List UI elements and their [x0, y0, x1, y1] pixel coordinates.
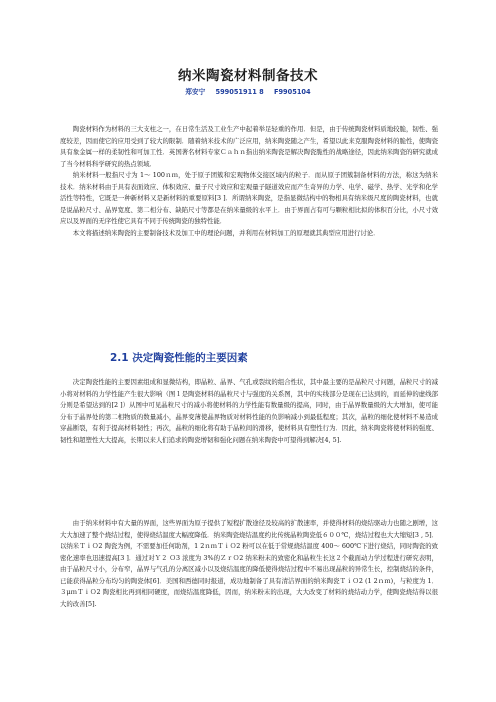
- body-paragraph: 陶瓷材料作为材料的三大支柱之一，在日常生活及工业生产中起着举足轻重的作用．但是，由于传统陶瓷材料质地较脆，韧性、强度较差，因而使它的应用受到了较大的限制．随着纳米技术的广泛应用，纳米陶瓷随之产生，希望以此来克服陶瓷材料的脆性，使陶瓷具有象金属一样的柔韧性和可加工性．英国著名材料专家Ｃａｈｎ指出纳米陶瓷是解决陶瓷脆性的战略途径，因此纳米陶瓷的研究就成了当今材料科学研究的热点领域．: [60, 125, 438, 168]
- author-name: 郑安宁: [185, 88, 206, 96]
- body-paragraph: 由于纳米材料中有大量的界面，这些界面为原子提供了短程扩散途径及较高的扩散速率，并使得材料的烧结驱动力也随之剧增，这大大加速了整个烧结过程，使得烧结温度大幅度降低．纳米陶瓷烧结温度约比传统晶粒陶瓷低６００℃，烧结过程也大大缩短[3 , 5]．以纳米ＴｉＯ2 陶瓷为例，不需要加任何助剂，1 2ｎｍＴｉＯ2 粉可以在低于常规烧结温度 400～ 600℃下进行烧结，同时陶瓷的致密化速率也迅速提高[3 ]．通过对Ｙ２ Ｏ3 浓度为 3%的ＺｒＯ2 纳米粉末的致密化和晶粒生长这２个截面动力学过程进行研究表明，由于晶粒尺寸小，分布窄，晶界与气孔的分离区减小以及烧结温度的降低使得烧结过程中不易出现晶粒的异常生长，控制烧结的条件，已能获得晶粒分布均匀的陶瓷体[6]．美国和西德同时报道，成功地制备了具有清洁界面的纳米陶瓷ＴｉＯ2 (1 2ｎｍ)，与粒度为 1．３μｍＴｉＯ2 陶瓷相比再到相同硬度，而烧结温度降低，因而，纳米粉末的出现，大大改变了材料的烧结动力学，使陶瓷烧结得以很大的改善[5].: [60, 519, 438, 608]
- section-paragraph-1: [60, 377, 438, 446]
- section-heading: 2.1 决定陶瓷性能的主要因素: [110, 352, 248, 364]
- document-title: 纳米陶瓷材料制备技术: [178, 68, 318, 84]
- section-paragraph-2: [60, 518, 438, 610]
- author-id: F9905104: [273, 88, 311, 96]
- author-line: [0, 86, 496, 96]
- body-paragraph: 决定陶瓷性能的主要因素组成和显微结构，即晶粒、晶界、气孔或裂纹的组合性状，其中最主要的是晶粒尺寸问题，晶粒尺寸的减小将对材料的力学性能产生很大影响（图１是陶瓷材料的晶粒尺寸与强度的关系图，其中的实线部分是现在已达到的，而延伸的虚线部分则是希望达到的[2 ]）从图中可见晶粒尺寸的减小将使材料的力学性能有数量级的提高，同时，由于晶界数量级的大大增加，使可能分布于晶界处的第二相物质的数量减小，晶界变薄使晶界物质对材料性能的负影响减小到最低程度；其次，晶粒的细化使材料不易造成穿晶断裂，有利于提高材料韧性；再次，晶粒的细化将有助于晶粒间的滑移，使材料具有塑性行为．因此，纳米陶瓷将使材料的强度、韧性和超塑性大大提高，长期以来人们追求的陶瓷增韧和强化问题在纳米陶瓷中可望得到解决[4, 5].: [60, 378, 438, 444]
- body-paragraph: 本文将描述纳米陶瓷的主要制备技术及加工中的理论问题，并利用在材料加工的原理就其典型应用进行讨论．: [72, 228, 380, 237]
- intro-section: [60, 124, 438, 239]
- body-paragraph: 纳米材料一般指尺寸为 1～ 100ｎｍ，处于原子团簇和宏观物体交接区域内的粒子．而从原子团簇制备材料的方法，称这为纳米技术．纳米材料由于具有表面效应、体积效应、量子尺寸效应和宏观量子隧道效应而产生奇异的力学、电学、磁学、热学、光学和化学活性等特性，它既是一种新材料又是新材料的重要原料[3 ]．所谓纳米陶瓷，是指显微结构中的物相具有纳米级尺度的陶瓷材料，也就是说晶粒尺寸、晶界宽度、第二相分布、缺陷尺寸等都是在纳米量级的水平上．由于界面占有可与颗粒相比拟的体积百分比，小尺寸效应以及界面的无序性使它具有不同于传统陶瓷的独特性能．: [60, 171, 438, 225]
- author-id: 599051911 8: [215, 88, 264, 96]
